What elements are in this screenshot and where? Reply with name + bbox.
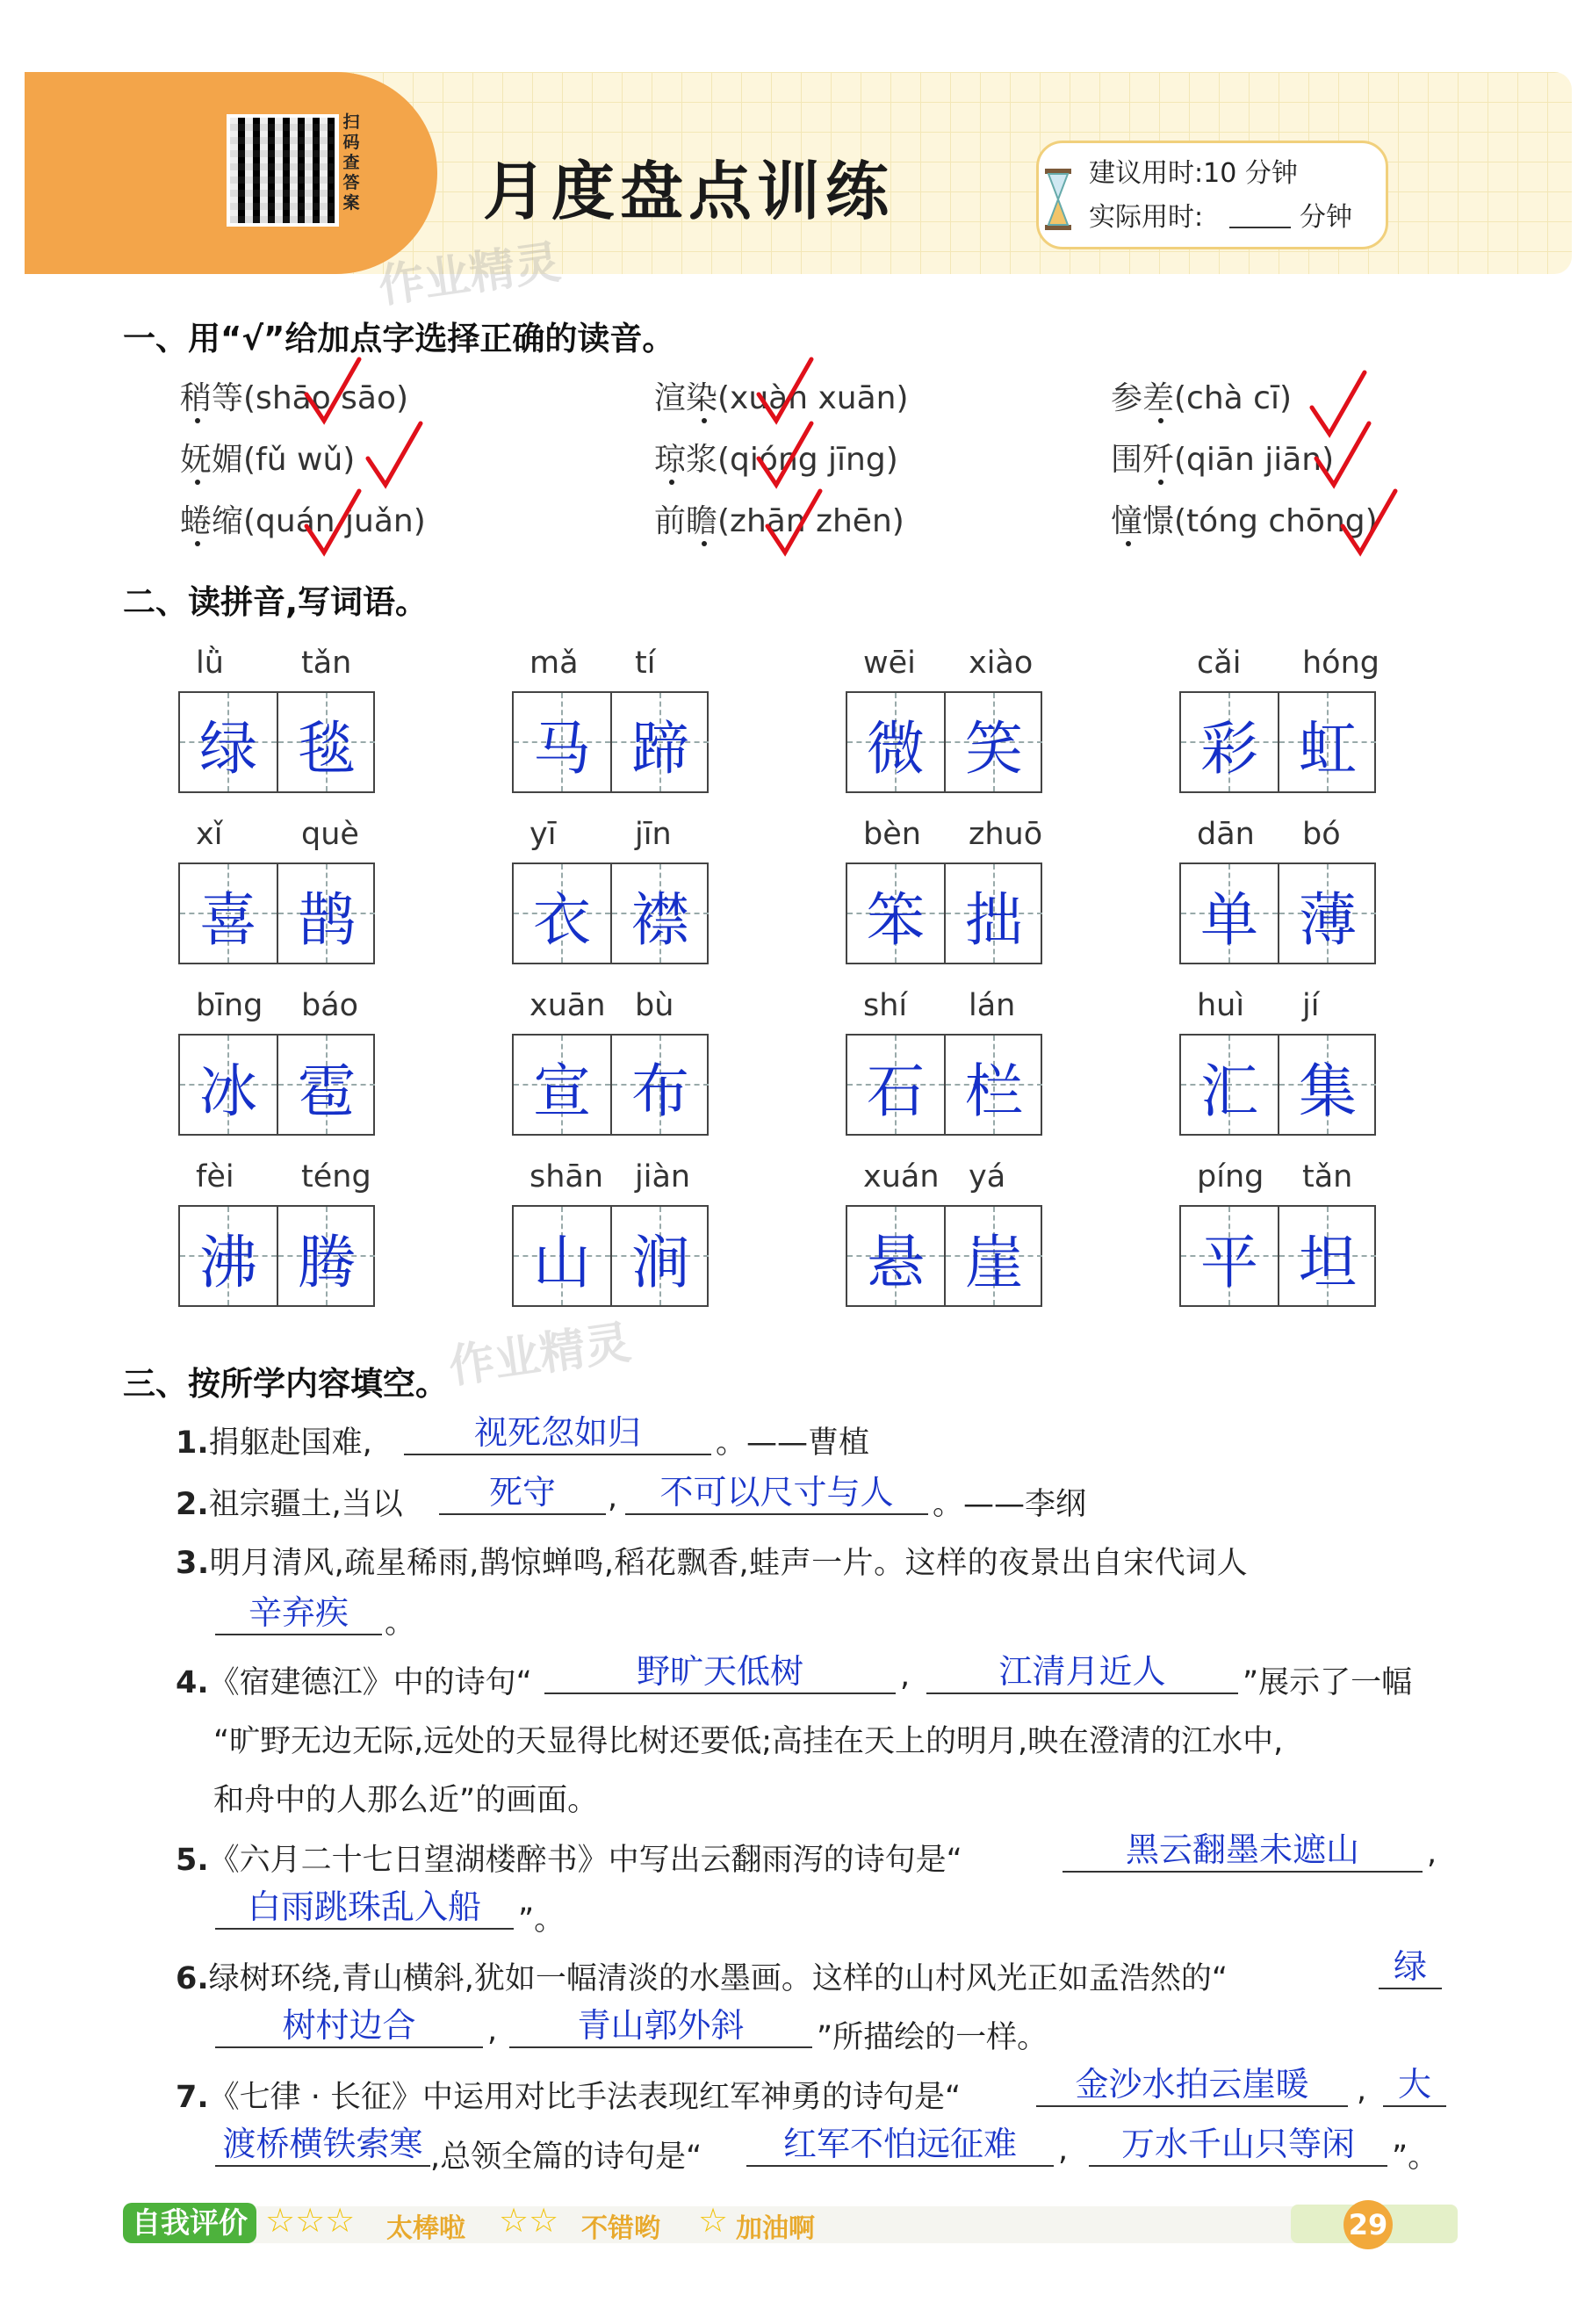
pinyin: xuān: [529, 988, 606, 1023]
grid-cell[interactable]: [1278, 693, 1376, 791]
grid-cell[interactable]: [1181, 693, 1278, 791]
actual-time-label: 实际用时:: [1089, 202, 1204, 233]
reading-item: 前瞻(zhān zhēn): [654, 503, 904, 539]
question-text: ”。: [518, 1902, 565, 1938]
grid-cell[interactable]: [1181, 864, 1278, 963]
question-text: ,: [1357, 2073, 1367, 2108]
grid-cell[interactable]: [277, 864, 375, 963]
emphasis-dot: [195, 480, 200, 485]
star-icon[interactable]: ☆☆: [499, 2201, 559, 2240]
tianzige-box[interactable]: [512, 1205, 709, 1307]
check-icon: [1339, 487, 1401, 558]
section2-title: 二、读拼音,写词语。: [123, 583, 429, 621]
pinyin: xǐ: [196, 817, 223, 852]
question-6: 6.绿树环绕,青山横斜,犹如一幅清淡的水墨画。这样的山村风光正如孟浩然的“: [176, 1961, 1228, 1996]
page-number: 29: [1343, 2200, 1393, 2249]
answer-blank[interactable]: 万水千山只等闲: [1089, 2117, 1387, 2167]
grid-cell[interactable]: [847, 693, 944, 791]
grid-cell[interactable]: [610, 1207, 709, 1305]
emphasis-dot: [1126, 541, 1131, 546]
question-2: 2.祖宗疆土,当以: [176, 1487, 403, 1522]
grid-cell[interactable]: [610, 1036, 709, 1134]
pinyin: lǜ: [196, 646, 224, 681]
answer-blank[interactable]: 辛弃疾: [215, 1585, 382, 1635]
handwritten-character: 沸: [199, 1229, 257, 1296]
question-text: ,总领全篇的诗句是“: [430, 2140, 702, 2175]
tianzige-box[interactable]: [512, 862, 709, 964]
self-eval-label: 自我评价: [123, 2203, 256, 2243]
pinyin: mǎ: [529, 646, 579, 681]
pinyin: shí: [863, 988, 908, 1023]
check-icon: [303, 487, 364, 558]
handwritten-character: 笨: [867, 886, 925, 954]
handwritten-character: 彩: [1200, 715, 1258, 783]
grid-cell[interactable]: [944, 693, 1042, 791]
qr-code[interactable]: [227, 114, 339, 227]
reading-item: 参差(chà cī): [1111, 380, 1293, 416]
tianzige-box[interactable]: [178, 1205, 375, 1307]
grid-cell[interactable]: [180, 693, 277, 791]
pinyin: xiào: [969, 646, 1034, 681]
handwritten-character: 宣: [533, 1057, 591, 1125]
tianzige-box[interactable]: [1179, 1034, 1376, 1136]
pinyin: què: [301, 817, 359, 852]
question-text: 。——曹植: [716, 1425, 870, 1461]
answer-blank[interactable]: 金沙水拍云崖暖: [1036, 2057, 1348, 2107]
pinyin: tǎn: [301, 646, 352, 681]
tianzige-box[interactable]: [846, 1205, 1042, 1307]
reading-item: 憧憬(tóng chōng): [1111, 503, 1378, 539]
answer-blank[interactable]: 江清月近人: [926, 1644, 1238, 1694]
grid-cell[interactable]: [610, 864, 709, 963]
handwritten-character: 栏: [965, 1057, 1023, 1125]
emphasis-dot: [702, 418, 707, 423]
question-7: 7.《七律 · 长征》中运用对比手法表现红军神勇的诗句是“: [176, 2080, 962, 2115]
pinyin: wēi: [863, 646, 916, 681]
grid-cell[interactable]: [277, 693, 375, 791]
hourglass-icon: [1043, 169, 1073, 230]
pinyin: cǎi: [1197, 646, 1242, 681]
reading-item: 围歼(qiān jiān): [1111, 442, 1335, 478]
check-icon: [303, 356, 364, 426]
answer-blank[interactable]: 黑云翻墨未遮山: [1063, 1822, 1423, 1873]
question-text: ”。: [1392, 2140, 1439, 2175]
reading-item: 稍等(shāo sāo): [180, 380, 409, 416]
pinyin: zhuō: [969, 817, 1043, 852]
check-icon: [755, 420, 817, 490]
grid-cell[interactable]: [180, 1207, 277, 1305]
answer-blank[interactable]: 红军不怕远征难: [746, 2117, 1054, 2167]
grid-cell[interactable]: [514, 1207, 610, 1305]
answer-blank[interactable]: 绿: [1379, 1939, 1442, 1989]
handwritten-character: 绿: [199, 715, 257, 783]
handwritten-character: 冰: [199, 1057, 257, 1125]
grid-cell[interactable]: [277, 1036, 375, 1134]
handwritten-character: 腾: [298, 1229, 356, 1296]
grid-cell[interactable]: [514, 864, 610, 963]
rating-label: 加油啊: [736, 2213, 815, 2244]
tianzige-box[interactable]: [846, 1034, 1042, 1136]
pinyin: téng: [301, 1159, 371, 1194]
handwritten-character: 单: [1200, 886, 1258, 954]
grid-cell[interactable]: [1278, 864, 1376, 963]
check-icon: [764, 487, 825, 558]
handwritten-character: 鹊: [298, 886, 356, 954]
pinyin: dān: [1197, 817, 1255, 852]
pinyin: píng: [1197, 1159, 1264, 1194]
pinyin: xuán: [863, 1159, 940, 1194]
handwritten-character: 涧: [631, 1229, 689, 1296]
handwritten-character: 虹: [1299, 715, 1357, 783]
handwritten-character: 汇: [1200, 1057, 1258, 1125]
pinyin: bù: [635, 988, 674, 1023]
grid-cell[interactable]: [1278, 1207, 1376, 1305]
pinyin: tǎn: [1302, 1159, 1353, 1194]
handwritten-character: 薄: [1299, 886, 1357, 954]
answer-blank[interactable]: 白雨跳珠乱入船: [215, 1880, 514, 1930]
question-3: 3.明月清风,疏星稀雨,鹊惊蝉鸣,稻花飘香,蛙声一片。这样的夜景出自宋代词人: [176, 1546, 1249, 1581]
tianzige-box[interactable]: [512, 1034, 709, 1136]
qr-label: 扫码查答案: [342, 112, 360, 213]
tianzige-box[interactable]: [178, 691, 375, 793]
question-text: ”所描绘的一样。: [817, 2020, 1048, 2055]
pinyin: bīng: [196, 988, 263, 1023]
question-text: 。——李纲: [933, 1487, 1087, 1522]
tianzige-box[interactable]: [1179, 862, 1376, 964]
grid-cell[interactable]: [180, 864, 277, 963]
reading-item: 妩媚(fǔ wǔ): [180, 442, 356, 478]
answer-blank[interactable]: 死守: [439, 1465, 606, 1515]
tianzige-box[interactable]: [1179, 691, 1376, 793]
answer-blank[interactable]: 青山郭外斜: [509, 1998, 812, 2048]
pinyin: lán: [969, 988, 1016, 1023]
pinyin: fèi: [196, 1159, 234, 1194]
emphasis-dot: [1158, 418, 1163, 423]
watermark: 作业精灵: [445, 1316, 634, 1395]
pinyin: báo: [301, 988, 359, 1023]
emphasis-dot: [702, 541, 707, 546]
question-text: “旷野无边无际,远处的天显得比树还要低;高挂在天上的明月,映在澄清的江水中,: [213, 1724, 1284, 1759]
answer-blank[interactable]: 大: [1383, 2057, 1446, 2107]
grid-cell[interactable]: [1181, 1207, 1278, 1305]
reading-item: 渲染(xuàn xuān): [654, 380, 909, 416]
rating-label: 太棒啦: [386, 2213, 465, 2244]
tianzige-box[interactable]: [846, 691, 1042, 793]
tianzige-box[interactable]: [178, 1034, 375, 1136]
tianzige-box[interactable]: [512, 691, 709, 793]
grid-cell[interactable]: [944, 864, 1042, 963]
handwritten-character: 布: [631, 1057, 689, 1125]
handwritten-character: 平: [1200, 1229, 1258, 1296]
actual-time-unit: 分钟: [1300, 202, 1352, 233]
pinyin: jiàn: [635, 1159, 691, 1194]
handwritten-character: 微: [867, 715, 925, 783]
question-text: ,: [487, 2013, 498, 2048]
pinyin: jīn: [635, 817, 672, 852]
page-title: 月度盘点训练: [483, 155, 895, 228]
pinyin: hóng: [1302, 646, 1379, 681]
handwritten-character: 悬: [867, 1229, 925, 1296]
handwritten-character: 衣: [533, 886, 591, 954]
star-icon[interactable]: ☆☆☆: [265, 2201, 356, 2240]
check-icon: [1313, 420, 1374, 490]
grid-cell[interactable]: [514, 1036, 610, 1134]
section3-title: 三、按所学内容填空。: [123, 1365, 448, 1403]
emphasis-dot: [669, 480, 674, 485]
grid-cell[interactable]: [944, 1036, 1042, 1134]
grid-cell[interactable]: [1181, 1036, 1278, 1134]
question-text: ,: [1427, 1836, 1437, 1871]
handwritten-character: 雹: [298, 1057, 356, 1125]
grid-cell[interactable]: [610, 693, 709, 791]
star-icon[interactable]: ☆: [698, 2201, 729, 2240]
question-5: 5.《六月二十七日望湖楼醉书》中写出云翻雨泻的诗句是“: [176, 1843, 962, 1878]
pinyin: tí: [635, 646, 656, 681]
reading-item: 琼浆(qióng jīng): [654, 442, 898, 478]
question-text: ,: [900, 1658, 911, 1693]
tianzige-box[interactable]: [178, 862, 375, 964]
question-text: ,: [1058, 2133, 1069, 2168]
pinyin: yī: [529, 817, 557, 852]
pinyin: jí: [1302, 988, 1320, 1023]
handwritten-character: 笑: [965, 715, 1023, 783]
emphasis-dot: [195, 541, 200, 546]
watermark: 作业精灵: [375, 235, 564, 314]
emphasis-dot: [1158, 480, 1163, 485]
pinyin: shān: [529, 1159, 604, 1194]
section1-title: 一、用“√”给加点字选择正确的读音。: [123, 320, 675, 357]
handwritten-character: 襟: [631, 886, 689, 954]
answer-blank[interactable]: 渡桥横铁索寒: [215, 2117, 430, 2167]
answer-blank[interactable]: 不可以尺寸与人: [625, 1465, 928, 1515]
question-4: 4.《宿建德江》中的诗句“: [176, 1665, 532, 1700]
grid-cell[interactable]: [1278, 1036, 1376, 1134]
check-icon: [755, 356, 817, 426]
handwritten-character: 毯: [298, 715, 356, 783]
handwritten-character: 坦: [1299, 1229, 1357, 1296]
handwritten-character: 拙: [965, 886, 1023, 954]
handwritten-character: 蹄: [631, 715, 689, 783]
actual-time-blank[interactable]: [1229, 227, 1291, 228]
pinyin: huì: [1197, 988, 1245, 1023]
handwritten-character: 山: [533, 1229, 591, 1296]
tianzige-box[interactable]: [846, 862, 1042, 964]
pinyin: bèn: [863, 817, 921, 852]
answer-blank[interactable]: 树村边合: [215, 1998, 483, 2048]
grid-cell[interactable]: [847, 864, 944, 963]
handwritten-character: 崖: [965, 1229, 1023, 1296]
answer-blank[interactable]: 视死忽如归: [404, 1405, 711, 1455]
rating-label: 不错哟: [581, 2213, 660, 2244]
answer-blank[interactable]: 野旷天低树: [544, 1644, 896, 1694]
pinyin: yá: [969, 1159, 1006, 1194]
handwritten-character: 集: [1299, 1057, 1357, 1125]
check-icon: [364, 420, 426, 490]
grid-cell[interactable]: [847, 1207, 944, 1305]
suggested-time: 建议用时:10 分钟: [1089, 158, 1298, 189]
handwritten-character: 石: [867, 1057, 925, 1125]
emphasis-dot: [195, 418, 200, 423]
grid-cell[interactable]: [180, 1036, 277, 1134]
question-1: 1.捐躯赴国难,: [176, 1425, 372, 1461]
grid-cell[interactable]: [277, 1207, 375, 1305]
grid-cell[interactable]: [944, 1207, 1042, 1305]
grid-cell[interactable]: [514, 693, 610, 791]
question-text: 和舟中的人那么近”的画面。: [213, 1783, 599, 1818]
tianzige-box[interactable]: [1179, 1205, 1376, 1307]
question-text: ,: [608, 1480, 618, 1515]
question-text: 。: [385, 1606, 416, 1641]
reading-item: 蜷缩(quán juǎn): [180, 503, 426, 539]
pinyin: bó: [1302, 817, 1341, 852]
grid-cell[interactable]: [847, 1036, 944, 1134]
question-text: ”展示了一幅: [1243, 1665, 1413, 1700]
handwritten-character: 马: [533, 715, 591, 783]
handwritten-character: 喜: [199, 886, 257, 954]
